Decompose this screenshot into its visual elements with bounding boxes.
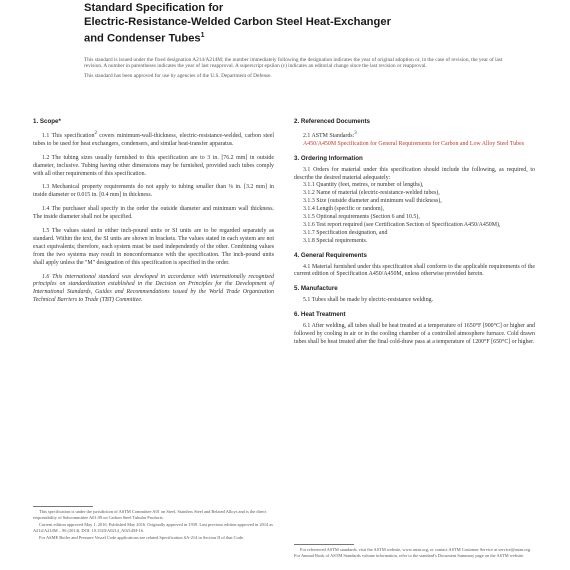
ordering-item: 3.1.5 Optional requirements (Section 6 and 10.5), xyxy=(303,214,420,221)
scope-1-1-footnote-mark: 2 xyxy=(94,130,97,136)
ordering-item: 3.1.6 Test report required (see Certification Section of Specification A450/A450M), xyxy=(303,221,501,228)
astm-standards-item xyxy=(294,130,535,141)
ordering-item: 3.1.1 Quantity (feet, metres, or number of lengths), xyxy=(303,182,424,189)
heat-treatment-6-1: 6.1 After welding, all tubes shall be heat treated at a temperature of 1650°F [900°C] or higher and followed by cooling in air or in the cooling chamber of a controlled atmosphere furnace. Cold drawn tubes shall be heat treated after the final cold-draw pass at a temperature of 1200°F [650°C] or higher. xyxy=(294,323,535,345)
scope-1-4: 1.4 The purchaser shall specify in the order the outside diameter and minimum wall thickness. The inside diameter shall not be specified. xyxy=(33,206,274,221)
footnote-rule-left xyxy=(33,506,93,507)
left-column xyxy=(33,118,274,311)
scope-heading: 1. Scope* xyxy=(33,118,61,125)
right-column xyxy=(294,118,535,353)
title-line-3 xyxy=(84,29,524,46)
footnotes-right xyxy=(294,547,535,560)
scope-1-1 xyxy=(33,130,274,149)
astm-standards-footnote-mark: 3 xyxy=(354,130,357,136)
title-line-3-text: and Condenser Tubes xyxy=(84,32,201,45)
footnotes-left xyxy=(33,509,274,543)
footnote-rule-right xyxy=(294,544,354,545)
document-title xyxy=(84,2,524,47)
referenced-heading: 2. Referenced Documents xyxy=(294,118,370,125)
ordering-item: 3.1.7 Specification designation, and xyxy=(303,229,388,236)
manufacture-heading: 5. Manufacture xyxy=(294,285,338,293)
intro-notes xyxy=(84,57,504,82)
ordering-item: 3.1.2 Name of material (electric-resistance-welded tubes), xyxy=(303,190,440,197)
dod-approval-note: This standard has been approved for use by agencies of the U.S. Department of Defense. xyxy=(84,72,272,79)
a450-reference-link[interactable]: A450/A450M Specification for General Requirements for Carbon and Low Alloy Steel Tubes xyxy=(303,140,525,147)
footnote-3: For ASME Boiler and Pressure Vessel Code applications see related Specification SA-214 in Section II of that Code. xyxy=(39,535,245,541)
scope-1-6: 1.6 This international standard was developed in accordance with internationally recognized principles on standardization established in the Decision on Principles for the Development of International Standards, Guides and Recommendations issued by the World Trade Organization Technical Barriers to Trade (TBT) Committee. xyxy=(33,273,274,304)
scope-1-5: 1.5 The values stated in either inch-pound units or SI units are to be regarded separately as standard. Within the text, the SI units are shown in brackets. The values stated in each system are not exact equivalents; therefore, each system must be used independently of the other. Combining values from the two systems may result in nonconformance with the specification. The inch-pound units shall apply unless the "M" designation of this specification is specified in the order. xyxy=(33,228,274,266)
astm-standards-text: 2.1 ASTM Standards: xyxy=(303,132,355,139)
title-line-1: Standard Specification for xyxy=(84,2,224,14)
heat-treatment-heading: 6. Heat Treatment xyxy=(294,311,346,319)
ordering-item: 3.1.3 Size (outside diameter and minimum wall thickness), xyxy=(303,198,442,205)
manufacture-5-1: 5.1 Tubes shall be made by electric-resistance welding. xyxy=(303,297,434,304)
footnote-2: Current edition approved May 1, 2016. Published May 2016. Originally approved in 1939. Last previous edition approved in 2014 as A214/A214M – 96 (2014). DOI: 10.1520/A0214_A0214M-16. xyxy=(33,522,274,533)
ordering-3-1: 3.1 Orders for material under this specification should include the following, as required, to describe the desired material adequately: xyxy=(294,166,535,181)
scope-1-2: 1.2 The tubing sizes usually furnished to this specification are to 3 in. [76.2 mm] in outside diameter, inclusive. Tubing having other dimensions may be furnished, provided such tubes comply with all other requirements of this specification. xyxy=(33,154,274,177)
footnote-1: This specification is under the jurisdiction of ASTM Committee A01 on Steel, Stainless Steel and Related Alloys and is the direct responsibility of Subcommittee A01.09 on Carbon Steel Tubular Products. xyxy=(33,509,267,520)
scope-1-1-text-a: 1.1 This specification xyxy=(42,132,95,139)
ordering-item: 3.1.4 Length (specific or random), xyxy=(303,206,384,213)
title-line-2: Electric-Resistance-Welded Carbon Steel Heat-Exchanger xyxy=(84,15,391,28)
ordering-item: 3.1.8 Special requirements. xyxy=(303,237,368,244)
general-4-1: 4.1 Material furnished under this specification shall conform to the applicable requirements of the current edition of Specification A450/A450M, unless otherwise provided herein. xyxy=(294,263,535,278)
footnote-astm: For referenced ASTM standards, visit the ASTM website, www.astm.org, or contact ASTM Customer Service at service@astm.org. For Annual Book of ASTM Standards volume information, refer to the standard's Document Summary page on the ASTM website. xyxy=(294,547,532,558)
ordering-heading: 3. Ordering Information xyxy=(294,154,363,162)
title-footnote-mark: 1 xyxy=(200,32,205,40)
designation-note: This standard is issued under the fixed designation A214/A214M; the number immediately following the designation indicates the year of original adoption or, in the case of revision, the year of last revision. A number in parentheses indicates the year of last reapproval. A superscript epsilon (ε) indicates an editorial change since the last revision or reapproval. xyxy=(84,57,503,70)
general-heading: 4. General Requirements xyxy=(294,251,367,259)
scope-1-3: 1.3 Mechanical property requirements do not apply to tubing smaller than ⅛ in. [3.2 mm] in inside diameter or 0.015 in. [0.4 mm] in thickness. xyxy=(33,184,274,199)
scope-1-1-text-b: covers minimum-wall-thickness, electric-resistance-welded, carbon steel tubes to be used for heat exchangers, condensers, and similar heat-transfer apparatus. xyxy=(33,132,274,147)
